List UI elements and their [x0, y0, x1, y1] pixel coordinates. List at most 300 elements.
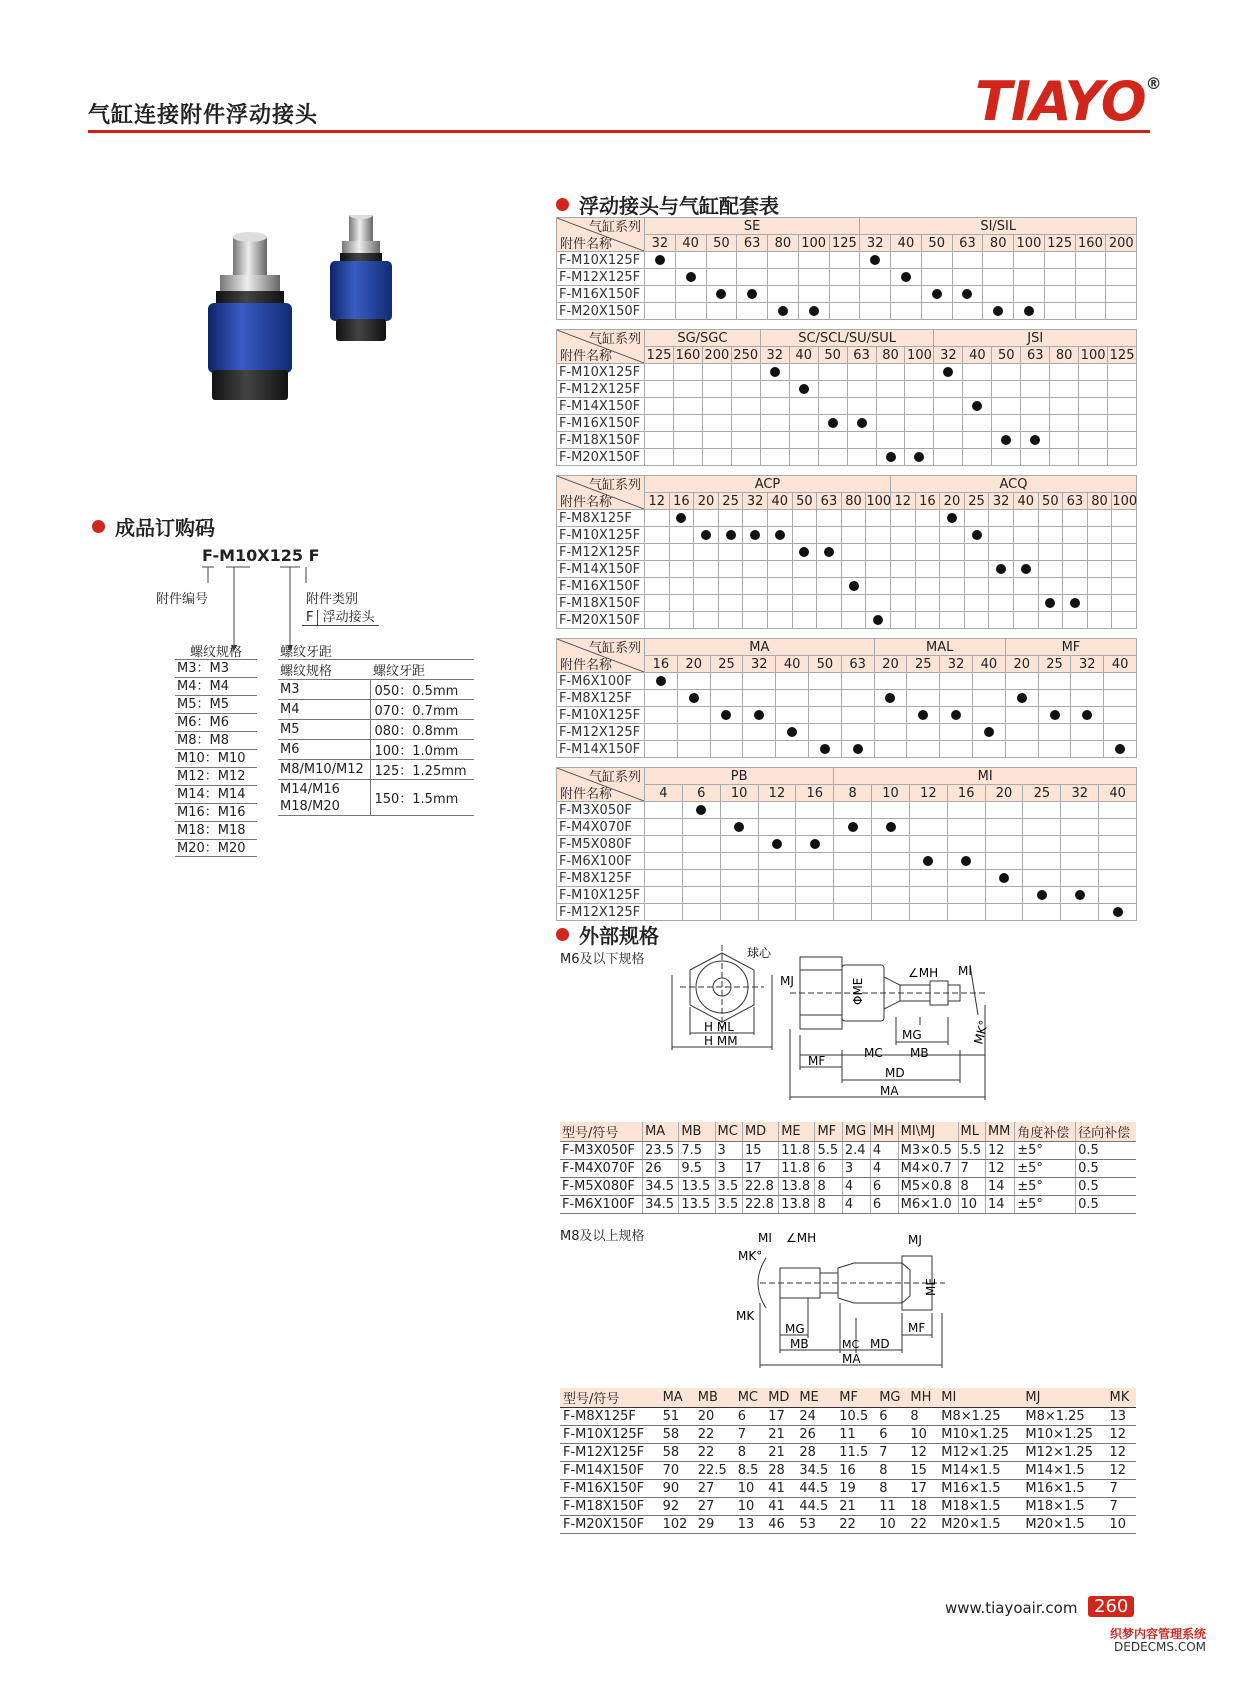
bore-size: 50 [808, 656, 841, 673]
match-cell [645, 724, 678, 741]
bore-size: 6 [682, 785, 720, 802]
match-cell [860, 303, 891, 320]
match-cell [989, 561, 1014, 578]
match-cell [792, 527, 817, 544]
part-name: F-M20X150F [557, 449, 645, 466]
bore-size: 100 [1112, 493, 1138, 509]
match-cell [841, 707, 874, 724]
match-cell [710, 707, 743, 724]
match-cell [645, 690, 678, 707]
spec-cell: 27 [695, 1480, 735, 1498]
match-cell [985, 802, 1023, 819]
match-cell [1013, 595, 1038, 612]
match-cell [947, 904, 985, 921]
series-group: MF [1005, 639, 1136, 656]
match-cell [1038, 510, 1063, 527]
series-row [557, 330, 1137, 347]
bullet-icon [556, 928, 569, 941]
match-cell [989, 578, 1014, 595]
match-cell [743, 578, 768, 595]
label-md: MD [870, 1337, 890, 1351]
match-cell [829, 286, 860, 303]
match-cell [876, 364, 905, 381]
spec-header-cell: MG [842, 1122, 870, 1142]
match-cell [1087, 561, 1112, 578]
match-cell [940, 595, 965, 612]
match-dot-icon [901, 272, 911, 282]
bore-size: 32 [934, 347, 963, 364]
footer-url[interactable]: www.tiayoair.com [945, 1599, 1078, 1617]
match-cell [934, 415, 963, 432]
match-cell [874, 741, 907, 758]
spec-cell: 58 [660, 1444, 695, 1462]
spec-cell: 2.4 [842, 1142, 870, 1160]
label-attachment-number: 附件编号 [156, 592, 209, 607]
bore-size: 100 [866, 493, 892, 509]
match-row [557, 415, 1137, 432]
match-cell [743, 561, 768, 578]
part-name: F-M14X150F [557, 561, 645, 578]
match-cell [645, 741, 678, 758]
spec-row [560, 1426, 1136, 1444]
match-cell [874, 707, 907, 724]
bore-size: 100 [1014, 235, 1045, 252]
match-dot-icon [721, 710, 731, 720]
match-cell [907, 741, 940, 758]
match-cell [645, 612, 670, 629]
bore-size: 100 [905, 347, 934, 364]
match-cell [940, 612, 965, 629]
match-cell [645, 887, 683, 904]
match-cell [1038, 690, 1071, 707]
match-cell [1014, 303, 1045, 320]
bore-size: 32 [989, 493, 1014, 510]
type-code [302, 606, 379, 626]
match-cell [907, 707, 940, 724]
spec-cell: 22 [695, 1444, 735, 1462]
thread-item: M5：M5 [175, 695, 257, 713]
match-cell [841, 595, 866, 612]
bore-size: 20 [940, 493, 965, 510]
spec-cell: 17 [907, 1480, 938, 1498]
match-table [556, 638, 1137, 758]
match-cell [841, 561, 866, 578]
spec-cell: 8 [907, 1408, 938, 1426]
spec-header-cell: MC [715, 1122, 742, 1142]
match-cell [1087, 578, 1112, 595]
part-name: F-M5X080F [557, 836, 645, 853]
series-group: MI [834, 768, 1137, 785]
match-cell [947, 819, 985, 836]
spec-cell: 23.5 [643, 1142, 679, 1160]
match-cell [1063, 578, 1088, 595]
match-cell [909, 836, 947, 853]
order-code [202, 546, 320, 565]
match-cell [743, 544, 768, 561]
pitch-cell-value: 125：1.25mm [371, 760, 474, 780]
label-mf: MF [908, 1321, 926, 1335]
match-cell [743, 724, 776, 741]
match-dot-icon [1050, 710, 1060, 720]
match-cell [1050, 381, 1079, 398]
spec-cell: 14 [985, 1178, 1014, 1196]
bore-size: 40 [891, 235, 922, 252]
match-cell [669, 510, 694, 527]
match-cell [1044, 269, 1075, 286]
match-cell [921, 286, 952, 303]
spec-header-row [560, 1122, 1136, 1142]
match-cell [834, 904, 872, 921]
match-cell [818, 398, 847, 415]
match-cell [915, 561, 940, 578]
spec-cell: 21 [765, 1444, 796, 1462]
bore-size: 63 [737, 235, 768, 252]
spec-cell: F-M12X125F [560, 1444, 660, 1462]
spec-cell: 4 [870, 1160, 898, 1178]
match-cell [645, 252, 676, 269]
match-cell [1063, 544, 1088, 561]
label-hml: H ML [704, 1020, 734, 1034]
match-dot-icon [655, 255, 665, 265]
thread-item: M14：M14 [175, 785, 257, 803]
match-cell [720, 887, 758, 904]
match-cell [1075, 303, 1106, 320]
thread-spec-list [175, 659, 257, 857]
spec-cell: 7 [876, 1444, 907, 1462]
spec-cell: 41 [765, 1498, 796, 1516]
match-cell [1021, 381, 1050, 398]
pitch-row [278, 780, 474, 816]
match-cell [860, 252, 891, 269]
match-cell [847, 381, 876, 398]
match-dot-icon [914, 452, 924, 462]
spec-cell: 10.5 [836, 1408, 876, 1426]
part-name: F-M6X100F [557, 673, 645, 690]
match-cell [866, 510, 891, 527]
spec-cell: ±5° [1015, 1160, 1076, 1178]
match-cell [645, 286, 676, 303]
watermark-en: DEDECMS.COM [1114, 1640, 1207, 1654]
match-cell [909, 802, 947, 819]
label-attachment-type: 附件类别 [306, 592, 359, 607]
spec-cell: F-M6X100F [560, 1196, 643, 1214]
match-cell [909, 853, 947, 870]
match-cell [909, 870, 947, 887]
match-cell [1038, 741, 1071, 758]
match-cell [1061, 904, 1099, 921]
part-name: F-M12X125F [557, 544, 645, 561]
spec-cell: M8×1.25 [938, 1408, 1022, 1426]
match-cell [1014, 286, 1045, 303]
match-cell [847, 398, 876, 415]
spec-cell: 44.5 [796, 1498, 836, 1516]
match-cell [718, 527, 743, 544]
spec-cell: 27 [695, 1498, 735, 1516]
match-cell [743, 690, 776, 707]
match-cell [905, 381, 934, 398]
spec-cell: 41 [765, 1480, 796, 1498]
bore-size: 200 [702, 347, 731, 364]
series-group: ACQ [890, 476, 1136, 493]
match-cell [743, 612, 768, 629]
spec-row [560, 1142, 1136, 1160]
bore-size: 40 [767, 493, 792, 510]
match-cell [952, 252, 983, 269]
match-dot-icon [849, 581, 859, 591]
spec-cell: 13 [1107, 1408, 1137, 1426]
match-cell [1075, 286, 1106, 303]
match-cell [866, 595, 891, 612]
spec-cell: 4 [870, 1142, 898, 1160]
match-cell [1112, 544, 1137, 561]
match-row [557, 303, 1137, 320]
match-cell [983, 303, 1014, 320]
spec-cell: 10 [735, 1498, 766, 1516]
match-dot-icon [799, 384, 809, 394]
match-dot-icon [701, 530, 711, 540]
match-cell [817, 595, 842, 612]
spec-cell: 8.5 [735, 1462, 766, 1480]
match-row [557, 449, 1137, 466]
match-cell [890, 595, 915, 612]
bore-size: 63 [841, 656, 874, 673]
match-cell [645, 415, 674, 432]
match-row [557, 853, 1137, 870]
label-mc: MC [864, 1046, 883, 1060]
pitch-cell-spec: M14/M16 M18/M20 [278, 780, 371, 816]
match-cell [876, 415, 905, 432]
spec-cell: F-M8X125F [560, 1408, 660, 1426]
spec-cell: M18×1.5 [1022, 1498, 1106, 1516]
match-cell [702, 398, 731, 415]
match-cell [760, 415, 789, 432]
match-cell [915, 595, 940, 612]
match-cell [891, 252, 922, 269]
match-cell [1061, 802, 1099, 819]
match-cell [702, 449, 731, 466]
match-dot-icon [923, 856, 933, 866]
label-mb: MB [910, 1046, 929, 1060]
spec-cell: 6 [870, 1178, 898, 1196]
match-row [557, 595, 1137, 612]
label-mk-angle: MK° [738, 1249, 763, 1263]
part-name: F-M10X125F [557, 527, 645, 544]
spec-cell: M20×1.5 [938, 1516, 1022, 1534]
match-cell [905, 449, 934, 466]
match-cell [731, 432, 760, 449]
thread-item: M18：M18 [175, 821, 257, 839]
match-cell [645, 381, 674, 398]
label-mc: MC [842, 1338, 860, 1351]
spec-cell: 15 [907, 1462, 938, 1480]
spec-cell: 3 [715, 1160, 742, 1178]
spec-cell: 4 [842, 1196, 870, 1214]
spec-cell: F-M14X150F [560, 1462, 660, 1480]
spec-cell: 44.5 [796, 1480, 836, 1498]
match-cell [669, 544, 694, 561]
watermark-cn: 织梦内容管理系统 [1110, 1627, 1207, 1641]
bore-size: 63 [1063, 493, 1088, 510]
series-row [557, 768, 1137, 785]
spec-cell: 13.8 [779, 1178, 815, 1196]
match-dot-icon [962, 289, 972, 299]
match-cell [1021, 398, 1050, 415]
match-dot-icon [999, 873, 1009, 883]
match-cell [808, 673, 841, 690]
spec-cell: 12 [985, 1160, 1014, 1178]
spec-row [560, 1160, 1136, 1178]
match-cell [767, 595, 792, 612]
spec-cell: 29 [695, 1516, 735, 1534]
bore-size: 80 [983, 235, 1014, 252]
match-cell [1108, 381, 1137, 398]
match-cell [964, 544, 989, 561]
pitch-cell-value: 070：0.7mm [371, 700, 474, 720]
match-cell [1079, 381, 1108, 398]
spec-cell: ±5° [1015, 1196, 1076, 1214]
match-cell [710, 690, 743, 707]
match-cell [985, 904, 1023, 921]
match-cell [1104, 673, 1137, 690]
match-cell [992, 398, 1021, 415]
part-name: F-M14X150F [557, 741, 645, 758]
match-cell [702, 432, 731, 449]
match-cell [702, 415, 731, 432]
thread-item: M12：M12 [175, 767, 257, 785]
match-cell [702, 381, 731, 398]
match-cell [915, 578, 940, 595]
spec-header-cell: MD [765, 1388, 796, 1408]
order-code-heading: 成品订购码 [115, 516, 215, 540]
match-cell [796, 904, 834, 921]
match-dot-icon [686, 272, 696, 282]
bore-size: 16 [645, 656, 678, 673]
bore-size: 25 [718, 493, 743, 510]
label-ball-center: 球心 [747, 946, 772, 960]
match-cell [817, 510, 842, 527]
match-cell [718, 561, 743, 578]
match-cell [964, 561, 989, 578]
match-cell [737, 286, 768, 303]
spec-cell: 11.8 [779, 1160, 815, 1178]
label-mh: ∠MH [786, 1231, 817, 1245]
match-cell [921, 269, 952, 286]
match-cell [860, 269, 891, 286]
spec-cell: 10 [876, 1516, 907, 1534]
corner-part-label: 附件名称 [560, 787, 613, 802]
bore-size: 40 [1099, 785, 1137, 802]
match-dot-icon [1075, 890, 1085, 900]
match-row [557, 544, 1137, 561]
match-cell [940, 690, 973, 707]
match-cell [760, 398, 789, 415]
match-cell [758, 836, 796, 853]
spec-cell: 13.5 [679, 1178, 715, 1196]
match-cell [1104, 741, 1137, 758]
match-dot-icon [676, 513, 686, 523]
spec-cell: 102 [660, 1516, 695, 1534]
match-cell [989, 510, 1014, 527]
match-row [557, 398, 1137, 415]
spec-cell: 51 [660, 1408, 695, 1426]
match-cell [940, 707, 973, 724]
label-mj: MJ [780, 974, 794, 988]
match-dot-icon [689, 693, 699, 703]
match-cell [673, 364, 702, 381]
match-cell [776, 724, 809, 741]
spec-cell: 6 [815, 1160, 842, 1178]
match-cell [645, 578, 670, 595]
part-name: F-M18X150F [557, 432, 645, 449]
thread-item: M16：M16 [175, 803, 257, 821]
match-cell [1106, 303, 1137, 320]
match-cell [1038, 724, 1071, 741]
spec-cell: 3.5 [715, 1178, 742, 1196]
series-group: PB [645, 768, 834, 785]
spec-cell: 6 [870, 1196, 898, 1214]
match-cell [947, 887, 985, 904]
spec-cell: 3 [842, 1160, 870, 1178]
label-mf: MF [808, 1054, 826, 1068]
match-cell [934, 398, 963, 415]
match-cell [677, 724, 710, 741]
match-cell [776, 690, 809, 707]
match-row [557, 802, 1137, 819]
match-cell [1079, 415, 1108, 432]
match-row [557, 252, 1137, 269]
match-cell [1023, 836, 1061, 853]
spec-cell: 22.8 [742, 1196, 778, 1214]
match-cell [1044, 286, 1075, 303]
bore-size: 25 [907, 656, 940, 673]
match-cell [1112, 578, 1137, 595]
spec-cell: M6×1.0 [898, 1196, 958, 1214]
match-cell [694, 561, 719, 578]
match-cell [989, 612, 1014, 629]
drawing-m6-below [660, 945, 1040, 1110]
series-row [557, 218, 1137, 235]
match-dot-icon [772, 839, 782, 849]
match-cell [947, 853, 985, 870]
spec-header-cell: MA [660, 1388, 695, 1408]
type-value: 浮动接头 [322, 610, 375, 625]
spec-cell: 7 [958, 1160, 985, 1178]
match-cell [706, 303, 737, 320]
match-cell [891, 303, 922, 320]
match-cell [1061, 819, 1099, 836]
match-cell [737, 269, 768, 286]
corner-cell [557, 476, 645, 510]
match-cell [972, 741, 1005, 758]
spec-header-cell: ME [796, 1388, 836, 1408]
match-cell [758, 819, 796, 836]
corner-series-label: 气缸系列 [588, 770, 641, 785]
match-cell [1079, 449, 1108, 466]
match-dot-icon [1001, 435, 1011, 445]
match-cell [866, 578, 891, 595]
series-group: SC/SCL/SU/SUL [760, 330, 934, 347]
spec-cell: 0.5 [1076, 1178, 1136, 1196]
match-cell [915, 544, 940, 561]
spec-cell: 58 [660, 1426, 695, 1444]
match-cell [720, 819, 758, 836]
pitch-header-row [278, 660, 474, 680]
match-dot-icon [809, 306, 819, 316]
bore-size: 50 [706, 235, 737, 252]
match-cell [767, 612, 792, 629]
bore-size: 125 [1044, 235, 1075, 252]
part-name: F-M12X125F [557, 724, 645, 741]
